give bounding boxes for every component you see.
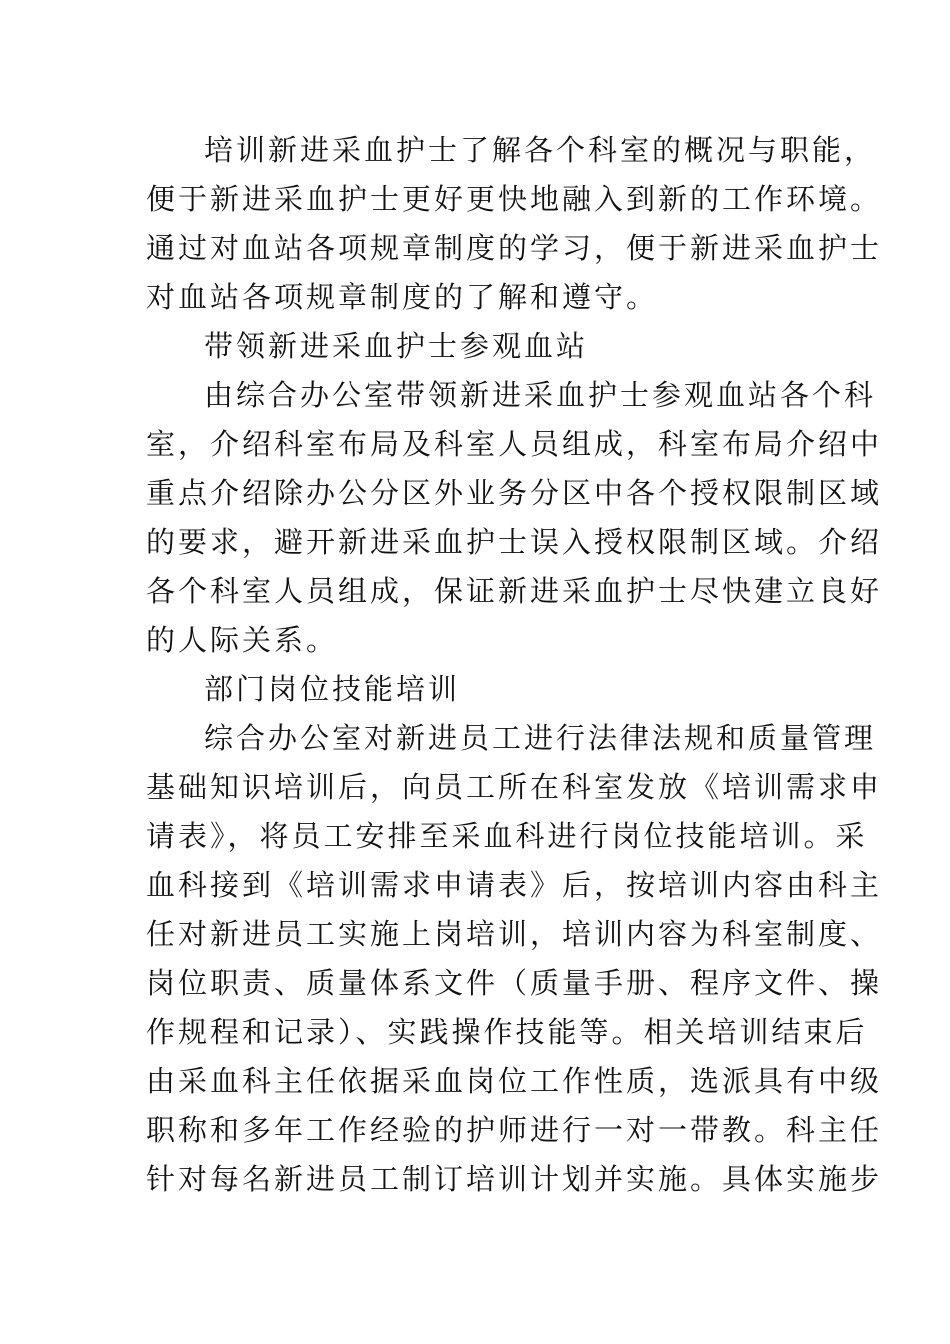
text-line: 由综合办公室带领新进采血护士参观血站各个科 [204,378,877,412]
section-heading: 部门岗位技能培训 [204,672,461,706]
text-line: 任对新进员工实施上岗培训，培训内容为科室制度、 [146,917,883,951]
text-line: 室，介绍科室布局及科室人员组成，科室布局介绍中 [146,427,883,461]
text-line: 通过对血站各项规章制度的学习，便于新进采血护士 [146,231,883,265]
text-line: 职称和多年工作经验的护师进行一对一带教。科主任 [146,1113,883,1147]
text-line: 各个科室人员组成，保证新进采血护士尽快建立良好 [146,574,883,608]
text-line: 基础知识培训后，向员工所在科室发放《培训需求申 [146,770,883,804]
text-line: 培训新进采血护士了解各个科室的概况与职能， [204,133,877,167]
text-line: 重点介绍除办公分区外业务分区中各个授权限制区域 [146,476,883,510]
text-line: 对血站各项规章制度的了解和遵守。 [146,280,659,314]
text-line: 请表》，将员工安排至采血科进行岗位技能培训。采 [146,819,868,853]
text-line: 血科接到《培训需求申请表》后，按培训内容由科主 [146,868,883,902]
text-line: 便于新进采血护士更好更快地融入到新的工作环境。 [146,182,883,216]
text-line: 岗位职责、质量体系文件（质量手册、程序文件、操 [146,966,883,1000]
section-heading: 带领新进采血护士参观血站 [204,329,589,363]
text-line: 由采血科主任依据采血岗位工作性质，选派具有中级 [146,1064,883,1098]
text-line: 的要求，避开新进采血护士误入授权限制区域。介绍 [146,525,883,559]
text-line: 针对每名新进员工制订培训计划并实施。具体实施步 [146,1162,883,1196]
text-line: 综合办公室对新进员工进行法律法规和质量管理 [204,721,877,755]
text-line: 作规程和记录）、实践操作技能等。相关培训结束后 [146,1015,868,1049]
text-line: 的人际关系。 [146,623,339,657]
